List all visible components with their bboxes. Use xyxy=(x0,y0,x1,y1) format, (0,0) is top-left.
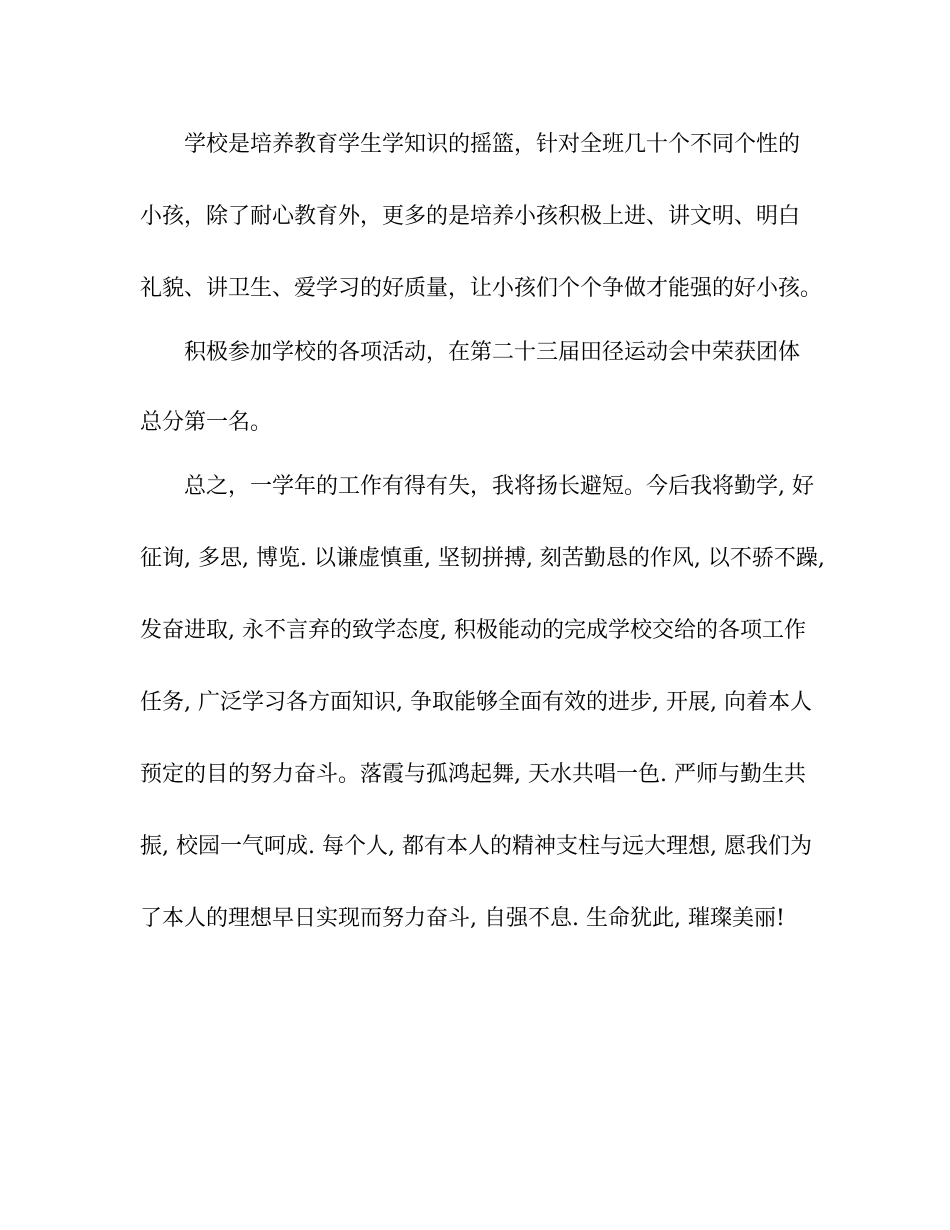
paragraph-3-line-4: 任务, 广泛学习各方面知识, 争取能够全面有效的进步, 开展, 向着本人 xyxy=(140,690,812,715)
paragraph-3-line-5: 预定的目的努力奋斗。落霞与孤鸿起舞, 天水共唱一色. 严师与勤生共 xyxy=(140,762,806,787)
paragraph-3-line-1: 总之，一学年的工作有得有失，我将扬长避短。今后我将勤学, 好 xyxy=(184,474,814,499)
paragraph-1-line-1: 学校是培养教育学生学知识的摇篮，针对全班几十个不同个性的 xyxy=(184,132,801,157)
paragraph-3-line-2: 征询, 多思, 博览. 以谦虚慎重, 坚韧拼搏, 刻苦勤恳的作风, 以不骄不躁, xyxy=(140,546,825,571)
paragraph-1-line-3: 礼貌、讲卫生、爱学习的好质量，让小孩们个个争做才能强的好小孩。 xyxy=(140,276,823,301)
paragraph-2-line-2: 总分第一名。 xyxy=(140,410,273,435)
paragraph-3-line-6: 振, 校园一气呵成. 每个人, 都有本人的精神支柱与远大理想, 愿我们为 xyxy=(140,834,812,859)
paragraph-1-line-2: 小孩，除了耐心教育外，更多的是培养小孩积极上进、讲文明、明白 xyxy=(140,204,801,229)
paragraph-2-line-1: 积极参加学校的各项活动，在第二十三届田径运动会中荣获团体 xyxy=(184,340,801,365)
paragraph-3-line-7: 了本人的理想早日实现而努力奋斗, 自强不息. 生命犹此, 璀璨美丽! xyxy=(140,906,785,931)
paragraph-3-line-3: 发奋进取, 永不言弃的致学态度, 积极能动的完成学校交给的各项工作 xyxy=(140,618,806,643)
